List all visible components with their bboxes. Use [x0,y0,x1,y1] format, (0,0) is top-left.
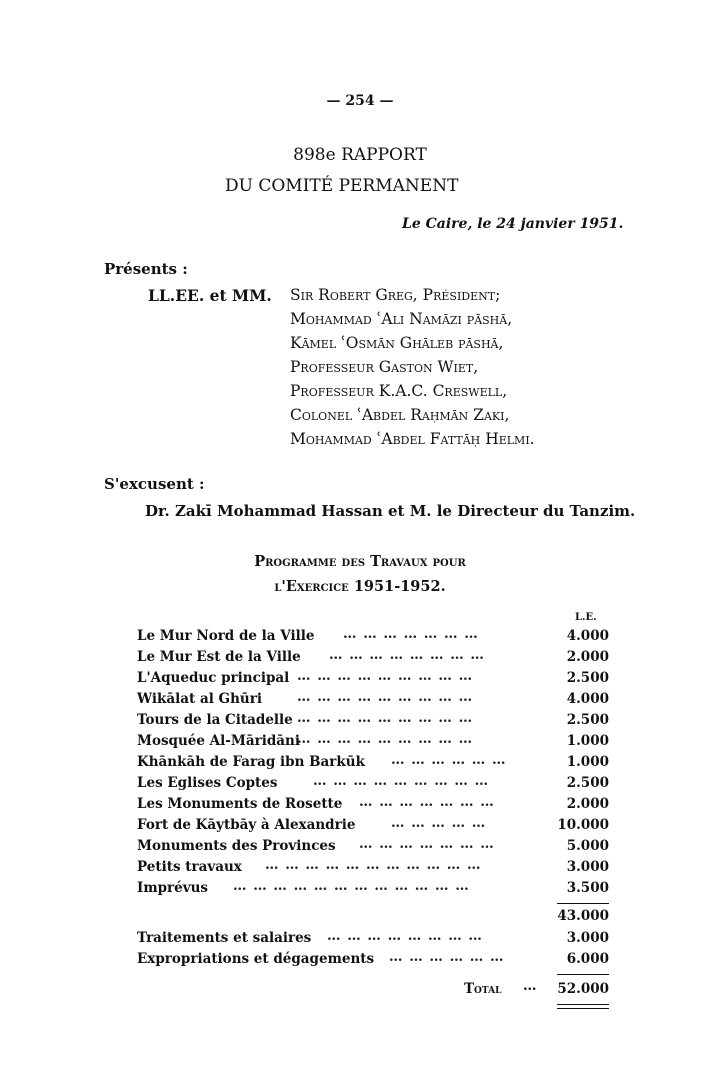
double-rule-bottom [557,1008,609,1009]
budget-item-amount: 4.000 [566,628,609,644]
currency-header: L.E. [575,612,597,623]
excused-text: Dr. Zakī Mohammad Hassan et M. le Directeur du Tanzim. [145,502,636,520]
budget-row [137,880,609,901]
budget-item-label: Imprévus [137,880,209,896]
leader-dots: … … … … … … … … … … … [265,857,482,873]
budget-item-amount: 10.000 [557,817,609,833]
budget-item-label: Le Mur Est de la Ville [137,649,301,665]
leader-dots: … … … … … … … [343,626,479,642]
leader-dots: … … … … … … … [359,794,495,810]
member-1: Sir Robert Greg, Président; [290,286,501,304]
budget-row [137,754,609,775]
leader-dots: … … … … … [391,815,487,831]
report-title: 898e RAPPORT [293,145,427,165]
programme-title-2: l'Exercice 1951-1952. [274,578,446,595]
member-7: Mohammad ʿAbdel Fattāḥ Helmi. [290,430,535,448]
presents-intro: LL.EE. et MM. [148,286,272,305]
budget-row [137,649,609,670]
budget-row [137,712,609,733]
leader-dots: … … … … … … … … … [297,731,474,747]
budget-item-amount: 1.000 [566,733,609,749]
leader-dots: … … … … … … [391,752,507,768]
leader-dots: … [523,978,537,994]
expense-item-label: Traitements et salaires [137,930,312,946]
budget-row [137,859,609,880]
budget-item-label: L'Aqueduc principal [137,670,290,686]
budget-item-amount: 2.500 [566,670,609,686]
excused-label: S'excusent : [104,475,205,493]
budget-row [137,628,609,649]
programme-title-1: Programme des Travaux pour [254,553,466,570]
budget-item-label: Les Eglises Coptes [137,775,278,791]
budget-item-label: Les Monuments de Rosette [137,796,343,812]
budget-item-label: Petits travaux [137,859,242,875]
budget-item-amount: 2.500 [566,775,609,791]
subtotal-rule [557,903,609,904]
budget-item-amount: 2.000 [566,649,609,665]
leader-dots: … … … … … … [389,949,505,965]
subtotal-amount: 43.000 [557,908,609,924]
double-rule-top [557,1004,609,1005]
budget-item-label: Mosquée Al-Māridāni [137,733,300,749]
total-label: Total [464,981,502,997]
expense-row [137,951,609,972]
leader-dots: … … … … … … … [359,836,495,852]
member-5: Professeur K.A.C. Creswell, [290,382,508,400]
presents-label: Présents : [104,260,188,278]
expense-item-label: Expropriations et dégagements [137,951,375,967]
member-6: Colonel ʿAbdel Raḥmān Zaki, [290,406,510,424]
budget-item-amount: 3.500 [566,880,609,896]
member-3: Kāmel ʿOsmān Ghāleb pāshā, [290,334,504,352]
budget-item-amount: 2.000 [566,796,609,812]
budget-item-amount: 3.000 [566,859,609,875]
budget-item-label: Le Mur Nord de la Ville [137,628,315,644]
expense-row [137,930,609,951]
budget-item-label: Khānkāh de Farag ibn Barkūk [137,754,365,770]
total-amount: 52.000 [557,981,609,997]
date-line: Le Caire, le 24 janvier 1951. [402,216,624,232]
budget-row [137,733,609,754]
leader-dots: … … … … … … … … [329,647,485,663]
budget-row [137,817,609,838]
member-4: Professeur Gaston Wiet, [290,358,479,376]
leader-dots: … … … … … … … … [327,928,483,944]
budget-row [137,775,609,796]
expense-item-amount: 6.000 [566,951,609,967]
leader-dots: … … … … … … … … … [297,668,474,684]
budget-item-label: Wikālat al Ghūri [137,691,262,707]
budget-item-label: Tours de la Citadelle [137,712,293,728]
budget-row [137,691,609,712]
budget-item-amount: 2.500 [566,712,609,728]
budget-row [137,670,609,691]
budget-row [137,796,609,817]
total-rule [557,974,609,975]
leader-dots: … … … … … … … … … [313,773,490,789]
leader-dots: … … … … … … … … … [297,710,474,726]
leader-dots: … … … … … … … … … … … … [233,878,470,894]
leader-dots: … … … … … … … … … [297,689,474,705]
budget-item-amount: 4.000 [566,691,609,707]
expense-item-amount: 3.000 [566,930,609,946]
budget-row [137,838,609,859]
budget-item-label: Monuments des Provinces [137,838,336,854]
member-2: Mohammad ʿAli Namāzi pāshā, [290,310,513,328]
page-number: — 254 — [326,93,394,109]
budget-item-amount: 5.000 [566,838,609,854]
committee-title: DU COMITÉ PERMANENT [225,176,459,196]
budget-item-label: Fort de Kāytbāy à Alexandrie [137,817,356,833]
budget-item-amount: 1.000 [566,754,609,770]
